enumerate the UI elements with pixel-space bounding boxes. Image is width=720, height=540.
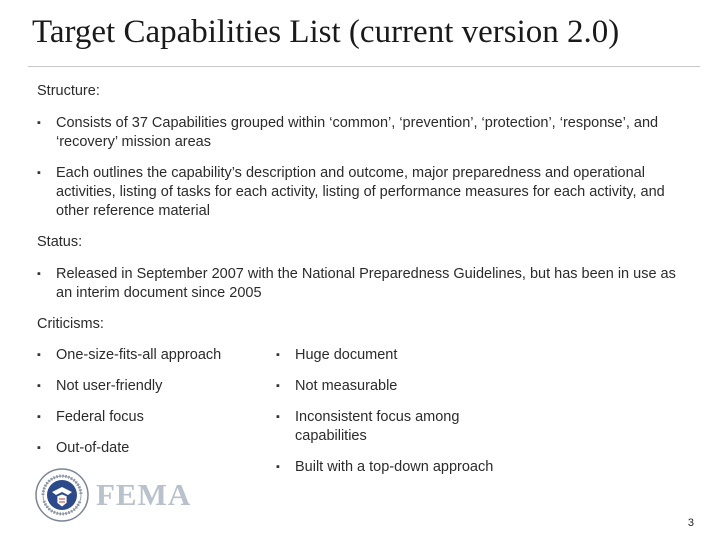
fema-wordmark: FEMA	[96, 477, 192, 512]
criticism-item: ▪ One-size-fits-all approach	[37, 346, 267, 365]
criticism-item: ▪ Federal focus	[37, 408, 267, 427]
criticism-item: ▪ Built with a top-down approach	[276, 458, 496, 477]
page-number: 3	[687, 517, 694, 529]
slide-body	[37, 82, 677, 334]
dhs-seal-icon	[35, 468, 89, 522]
criticism-item: ▪ Inconsistent focus among capabilities	[276, 408, 496, 446]
slide-title: Target Capabilities List (current version 2.0)	[32, 14, 620, 50]
criticisms-left-column	[37, 346, 267, 470]
status-heading: Status:	[37, 234, 83, 250]
criticisms-right-column	[276, 346, 496, 489]
criticism-item: ▪ Not measurable	[276, 377, 496, 396]
criticisms-heading: Criticisms:	[37, 316, 104, 332]
criticism-item: ▪ Huge document	[276, 346, 496, 365]
criticism-item: ▪ Not user-friendly	[37, 377, 267, 396]
title-divider	[28, 66, 700, 67]
fema-logo	[35, 468, 195, 524]
structure-heading: Structure:	[37, 83, 100, 99]
criticism-item: ▪ Out-of-date	[37, 439, 267, 458]
structure-bullet-2: ▪ Each outlines the capability’s description and outcome, major preparedness and operational activities, listing of tasks for each activity, listing of performance measures for each activity, and other reference material	[37, 164, 677, 221]
structure-bullet-1: ▪ Consists of 37 Capabilities grouped within ‘common’, ‘prevention’, ‘protection’, ‘response’, and ‘recovery’ mission areas	[37, 114, 677, 152]
status-bullet-1: ▪ Released in September 2007 with the National Preparedness Guidelines, but has been in use as an interim document since 2005	[37, 265, 677, 303]
